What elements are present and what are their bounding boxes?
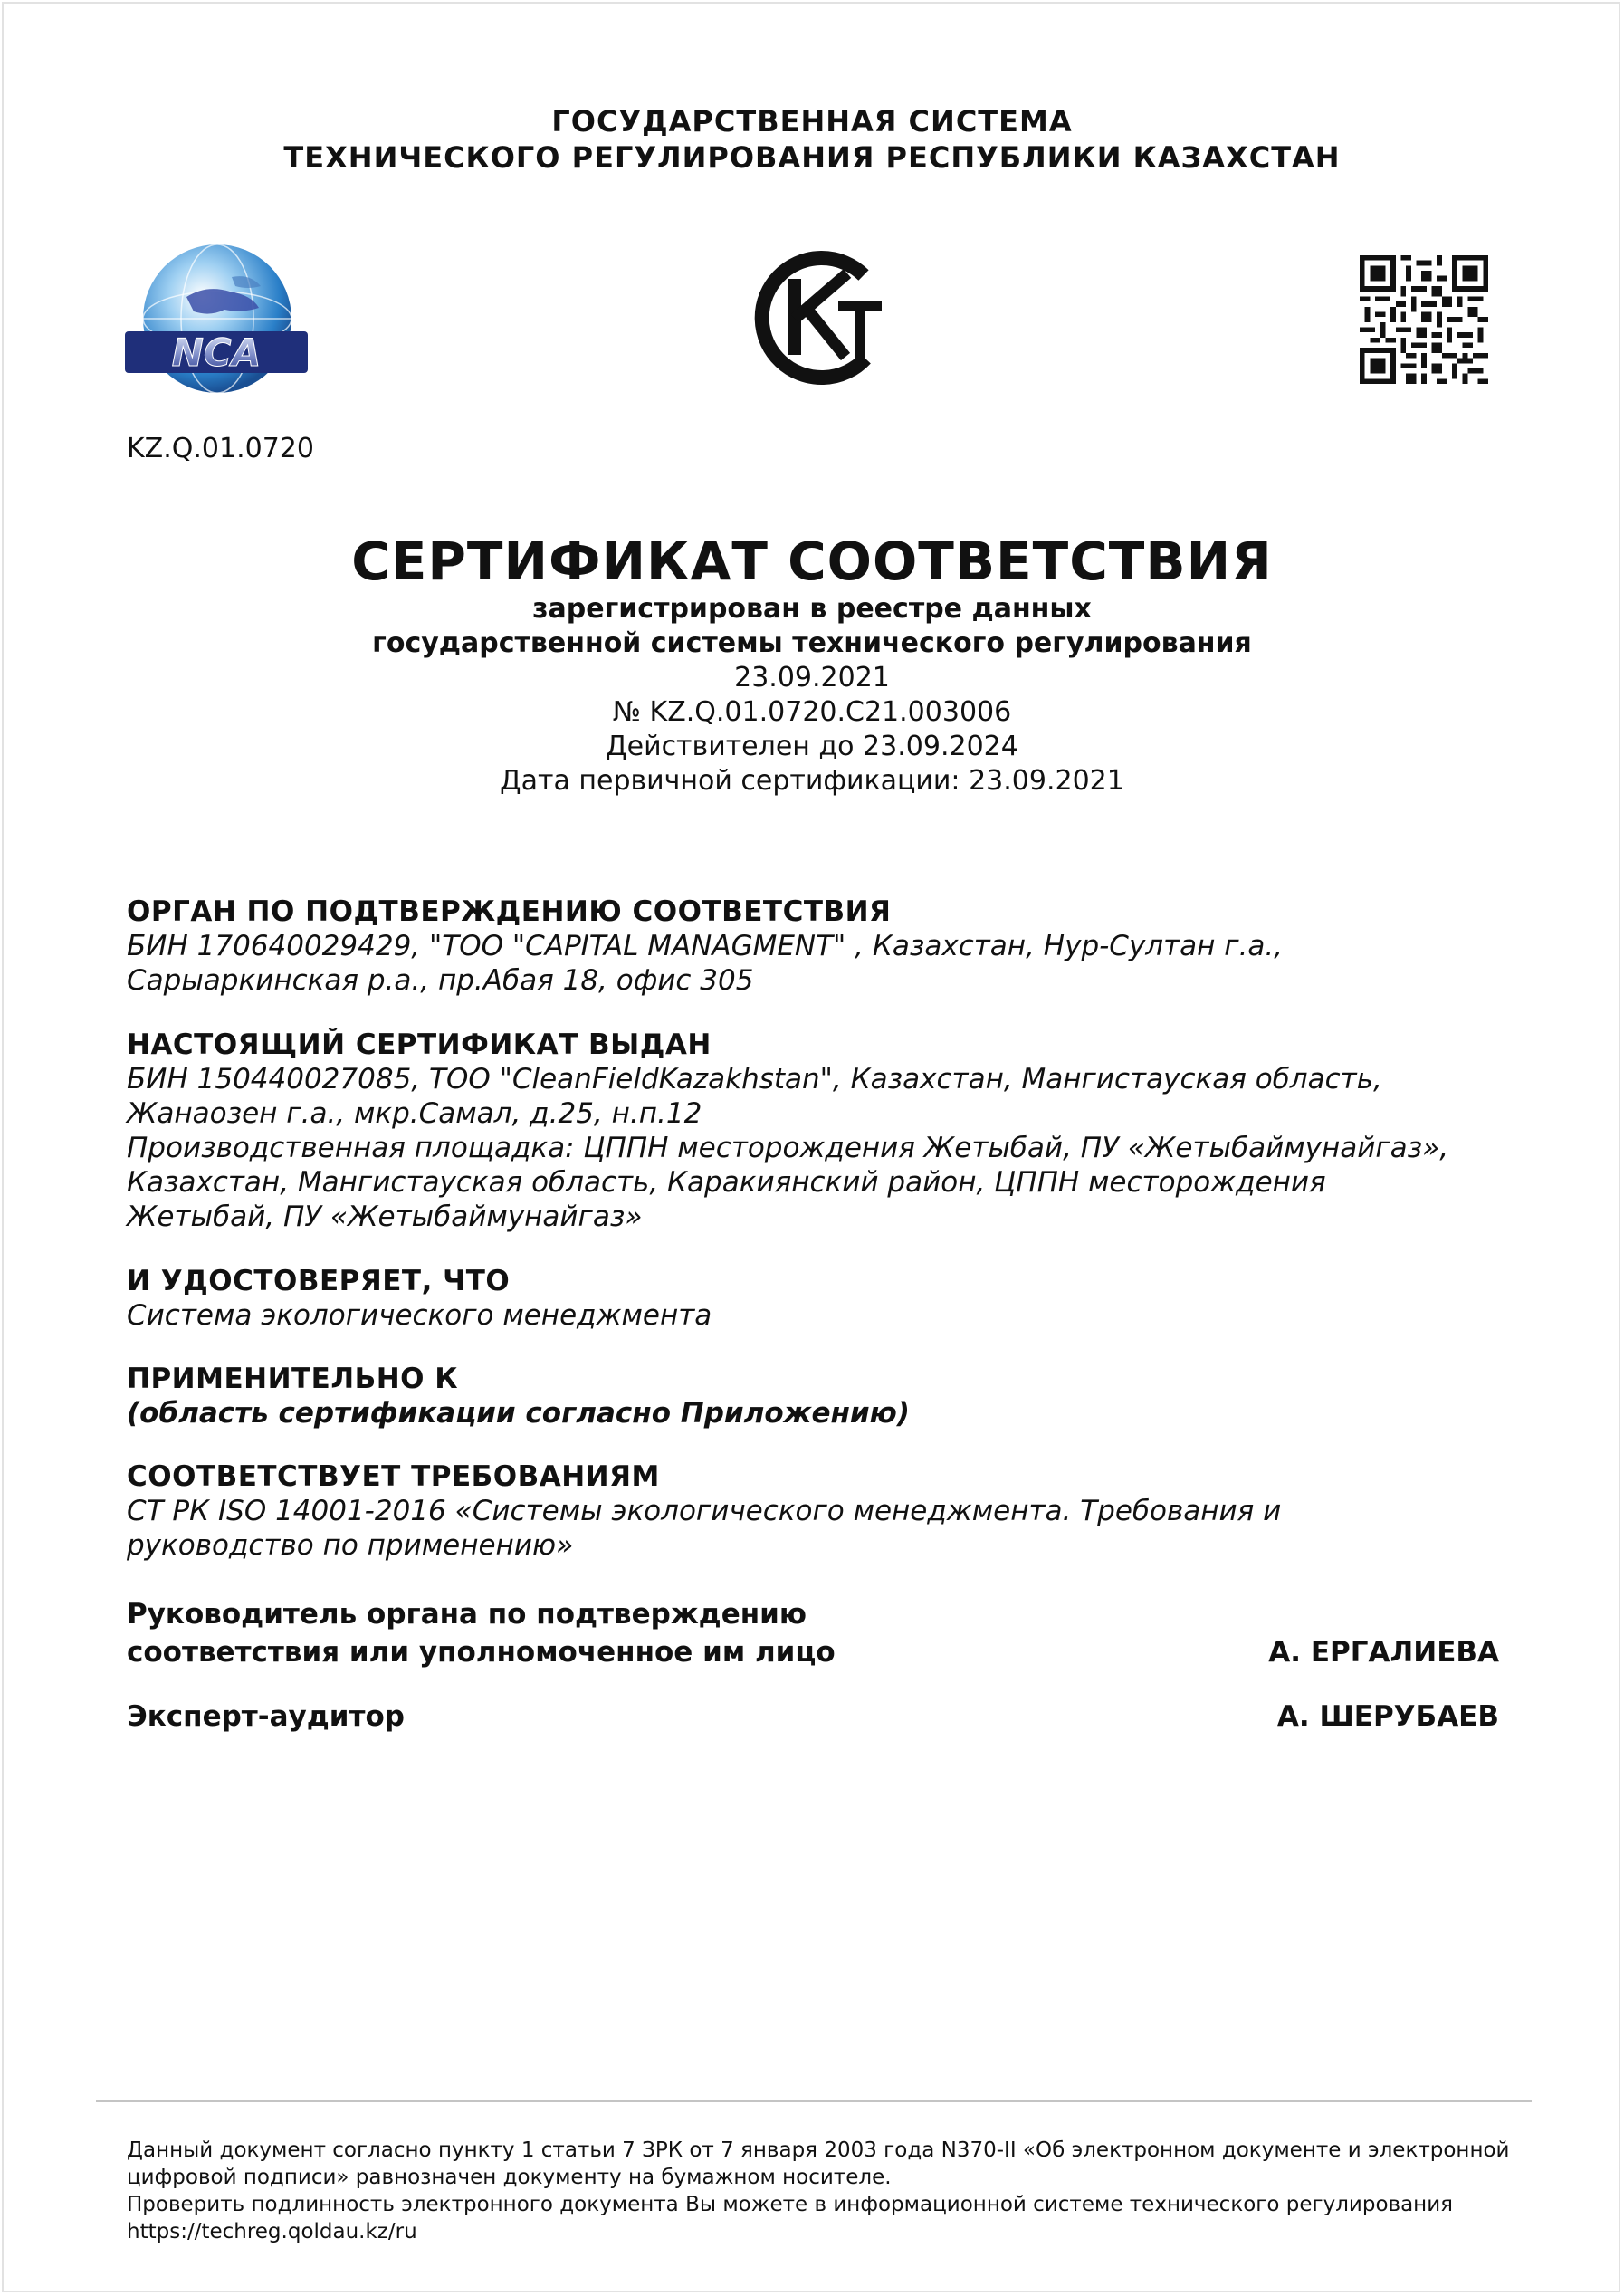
certificate-title-block — [0, 531, 1624, 799]
section-text: Производственная площадка: ЦППН месторождения Жетыбай, ПУ «Жетыбаймунайгаз», — [127, 1132, 1449, 1164]
footer-divider — [96, 2100, 1532, 2102]
header-line-1: ГОСУДАРСТВЕННАЯ СИСТЕМА — [551, 104, 1073, 139]
section-text: (область сертификации согласно Приложению) — [127, 1397, 910, 1430]
section-heading: НАСТОЯЩИЙ СЕРТИФИКАТ ВЫДАН — [127, 1028, 712, 1061]
signatory-role — [127, 1595, 836, 1671]
initial-certification-date: Дата первичной сертификации: 23.09.2021 — [500, 765, 1124, 797]
signature-row-auditor — [127, 1698, 1499, 1736]
section-text: БИН 170640029429, "ТОО "CAPITAL MANAGMENT" , Казахстан, Нур-Султан г.а., — [127, 930, 1284, 962]
section-text: Сарыаркинская р.а., пр.Абая 18, офис 305 — [127, 964, 754, 997]
section-issued-to — [127, 1028, 1503, 1234]
footer-notice — [127, 2137, 1521, 2245]
header-line-2: ТЕХНИЧЕСКОГО РЕГУЛИРОВАНИЯ РЕСПУБЛИКИ КАЗАХСТАН — [283, 140, 1341, 175]
section-certifies — [127, 1264, 1503, 1333]
footer-link[interactable]: https://techreg.qoldau.kz/ru — [127, 2220, 417, 2243]
section-text: Система экологического менеджмента — [127, 1299, 712, 1332]
registration-code: KZ.Q.01.0720 — [127, 433, 314, 464]
auditor-role: Эксперт-аудитор — [127, 1700, 405, 1733]
section-text: БИН 150440027085, ТОО "CleanFieldKazakhstan", Казахстан, Мангистауская область, — [127, 1063, 1382, 1095]
certificate-title: СЕРТИФИКАТ СООТВЕТСТВИЯ — [351, 531, 1273, 592]
qr-code-icon — [1360, 255, 1488, 384]
section-heading: ОРГАН ПО ПОДТВЕРЖДЕНИЮ СООТВЕТСТВИЯ — [127, 895, 892, 928]
section-text: Казахстан, Мангистауская область, Каракиянский район, ЦППН месторождения — [127, 1166, 1326, 1199]
signatory-role-line: соответствия или уполномоченное им лицо — [127, 1636, 836, 1669]
signatory-role-line: Руководитель органа по подтверждению — [127, 1598, 807, 1631]
section-heading: СООТВЕТСТВУЕТ ТРЕБОВАНИЯМ — [127, 1460, 660, 1493]
footer-line: цифровой подписи» равнозначен документу на бумажном носителе. — [127, 2166, 892, 2189]
nca-logo — [123, 241, 310, 397]
section-applicable-to — [127, 1362, 1503, 1430]
section-heading: И УДОСТОВЕРЯЕТ, ЧТО — [127, 1265, 511, 1297]
nca-logo-text: NCA — [171, 330, 262, 375]
footer-line: Данный документ согласно пункту 1 статьи 7 ЗРК от 7 января 2003 года N370-II «Об электронном документе и электронной — [127, 2138, 1510, 2162]
section-text: Жанаозен г.а., мкр.Самал, д.25, н.п.12 — [127, 1097, 702, 1130]
document-header — [0, 103, 1624, 176]
section-text: руководство по применению» — [127, 1529, 574, 1562]
valid-until: Действителен до 23.09.2024 — [606, 731, 1018, 762]
kz-conformity-mark-icon — [744, 243, 889, 395]
section-requirements — [127, 1459, 1503, 1563]
certificate-number: № KZ.Q.01.0720.С21.003006 — [612, 696, 1012, 728]
certificate-date: 23.09.2021 — [734, 662, 890, 694]
registered-line-2: государственной системы технического регулирования — [372, 627, 1252, 659]
registered-line-1: зарегистрирован в реестре данных — [532, 593, 1092, 625]
footer-line: Проверить подлинность электронного документа Вы можете в информационной системе технического регулирования — [127, 2193, 1453, 2216]
signature-row-head — [127, 1595, 1499, 1671]
signatory-name: А. ЕРГАЛИЕВА — [1268, 1636, 1499, 1669]
auditor-name: А. ШЕРУБАЕВ — [1276, 1700, 1499, 1733]
section-text: СТ РК ISO 14001-2016 «Системы экологического менеджмента. Требования и — [127, 1495, 1282, 1527]
section-text: Жетыбай, ПУ «Жетыбаймунайгаз» — [127, 1201, 643, 1233]
section-certification-body — [127, 894, 1503, 998]
section-heading: ПРИМЕНИТЕЛЬНО К — [127, 1363, 459, 1395]
